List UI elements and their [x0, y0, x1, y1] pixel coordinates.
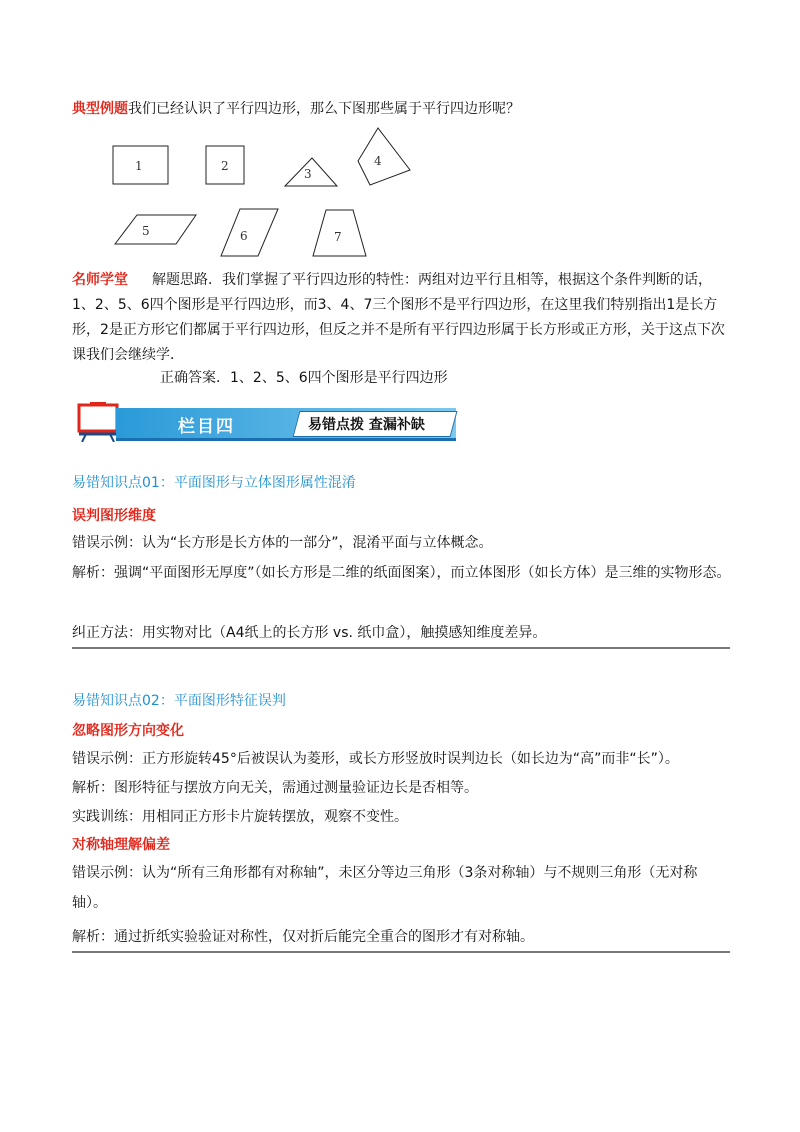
section-1-fix: 纠正方法：用实物对比（A4纸上的长方形 vs. 纸巾盒），触摸感知维度差异。 [72, 625, 547, 641]
banner-subtitle: 易错点拨 查漏补缺 [308, 417, 425, 433]
shape-4-quadrilateral [358, 128, 410, 185]
section-2-title: 易错知识点02：平面图形特征误判 [72, 693, 286, 709]
shape-label-6: 6 [240, 229, 248, 243]
section-2-analysis-1: 解析：图形特征与摆放方向无关，需通过测量验证边长是否相等。 [72, 780, 478, 796]
shape-label-3: 3 [304, 167, 312, 181]
shape-6-parallelogram [221, 209, 278, 256]
section-1-error: 错误示例：认为“长方形是长方体的一部分”，混淆平面与立体概念。 [72, 535, 493, 551]
section-1-subheading: 误判图形维度 [72, 508, 156, 524]
shape-label-5: 5 [142, 224, 150, 238]
shape-label-4: 4 [374, 154, 382, 168]
section-2-divider [72, 951, 730, 953]
section-1-title: 易错知识点01：平面图形与立体图形属性混淆 [72, 475, 356, 491]
section-1-analysis: 解析：强调“平面图形无厚度”（如长方形是二维的纸面图案），而立体图形（如长方体）是三维的实物形态。 [72, 565, 731, 581]
example-question: 我们已经认识了平行四边形，那么下图那些属于平行四边形呢？ [128, 101, 520, 117]
teacher-text: 解题思路．我们掌握了平行四边形的特性：两组对边平行且相等，根据这个条件判断的话，1、2、5、6四个图形是平行四边形，而3、4、7三个图形不是平行四边形，在这里我们特别指出1是长方形，2是正方形它们都属于平行四边形，但反之并不是所有平行四边形属于长方形或正方形，关于这点下次课我们会继续学． [72, 272, 725, 363]
section-2-subheading-2: 对称轴理解偏差 [72, 837, 170, 853]
shape-5-parallelogram [115, 215, 196, 244]
shapes-figure [0, 0, 800, 270]
section-2-practice: 实践训练：用相同正方形卡片旋转摆放，观察不变性。 [72, 809, 408, 825]
teacher-tag: 名师学堂 [72, 272, 128, 288]
shape-label-1: 1 [135, 159, 143, 173]
section-2-analysis-2: 解析：通过折纸实验验证对称性，仅对折后能完全重合的图形才有对称轴。 [72, 929, 534, 945]
teacher-paragraph [72, 268, 732, 368]
section-2-error-1: 错误示例：正方形旋转45°后被误认为菱形，或长方形竖放时误判边长（如长边为“高”而非“长”）。 [72, 751, 679, 767]
shape-label-7: 7 [334, 230, 342, 244]
section-1-divider [72, 647, 730, 649]
column-banner [76, 402, 456, 442]
shape-label-2: 2 [221, 159, 229, 173]
section-2-subheading-1: 忽略图形方向变化 [72, 723, 184, 739]
blackboard-icon [76, 402, 120, 442]
banner-column-label: 栏目四 [178, 417, 235, 437]
answer-line: 正确答案．1、2、5、6四个图形是平行四边形 [160, 370, 448, 386]
example-tag: 典型例题 [72, 101, 128, 117]
section-2-error-2: 错误示例：认为“所有三角形都有对称轴”，未区分等边三角形（3条对称轴）与不规则三角形（无对称轴）。 [72, 865, 698, 911]
